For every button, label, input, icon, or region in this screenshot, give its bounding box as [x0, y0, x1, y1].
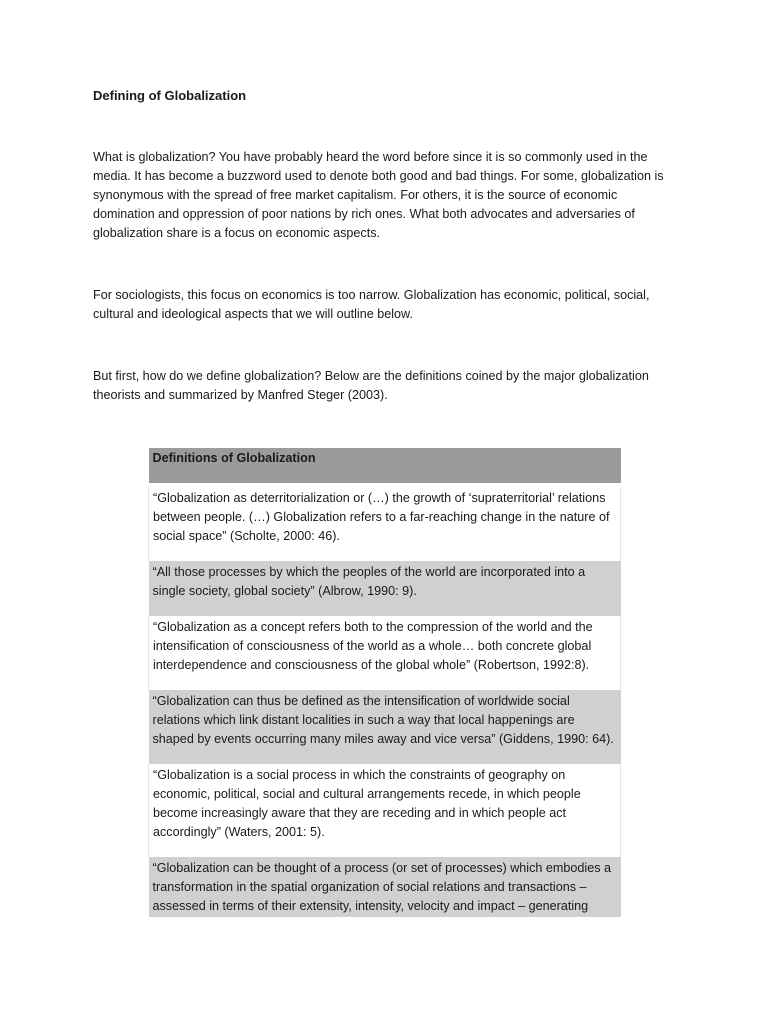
table-row: [149, 561, 621, 616]
definition-robertson: “Globalization as a concept refers both to the compression of the world and the intensification of consciousness of the world as a whole… both concrete global interdependence and consciousness of the global whole” (Robertson, 1992:8).: [149, 616, 621, 690]
definition-waters: “Globalization is a social process in which the constraints of geography on economic, political, social and cultural arrangements recede, in which people become increasingly aware that they are receding and in which people act accordingly” (Waters, 2001: 5).: [149, 764, 621, 857]
paragraph-sociologists: For sociologists, this focus on economics is too narrow. Globalization has economic, political, social, cultural and ideological aspects that we will outline below.: [93, 288, 650, 321]
definition-albrow: “All those processes by which the peoples of the world are incorporated into a single society, global society” (Albrow, 1990: 9).: [149, 561, 621, 616]
table-row: [149, 764, 621, 857]
document-title: Defining of Globalization: [93, 88, 247, 103]
paragraph-definitions-intro: But first, how do we define globalization? Below are the definitions coined by the major globalization theorists and summarized by Manfred Steger (2003).: [93, 369, 649, 402]
table-row: [149, 616, 621, 690]
definitions-table: [148, 448, 621, 917]
table-row: [149, 857, 621, 917]
table-header-cell: Definitions of Globalization: [149, 448, 621, 483]
definition-giddens: “Globalization can thus be defined as the intensification of worldwide social relations which link distant localities in such a way that local happenings are shaped by events occurring many miles away and vice versa” (Giddens, 1990: 64).: [149, 690, 621, 764]
table-header-row: [149, 448, 621, 483]
table-row: [149, 690, 621, 764]
definition-scholte: “Globalization as deterritorialization or (…) the growth of ‘supraterritorial’ relations between people. (…) Globalization refers to a far-reaching change in the nature of social space” (Scholte, 2000: 46).: [149, 487, 621, 561]
definition-spatial-transformation: “Globalization can be thought of a process (or set of processes) which embodies a transformation in the spatial organization of social relations and transactions – assessed in terms of their extensity, intensity, velocity and impact – generating: [149, 857, 621, 917]
paragraph-what-is-globalization: What is globalization? You have probably heard the word before since it is so commonly used in the media. It has become a buzzword used to denote both good and bad things. For some, globalization is synonymous with the spread of free market capitalism. For others, it is the source of economic domination and oppression of poor nations by rich ones. What both advocates and adversaries of globalization share is a focus on economic aspects.: [93, 150, 664, 240]
table-row: [149, 487, 621, 561]
